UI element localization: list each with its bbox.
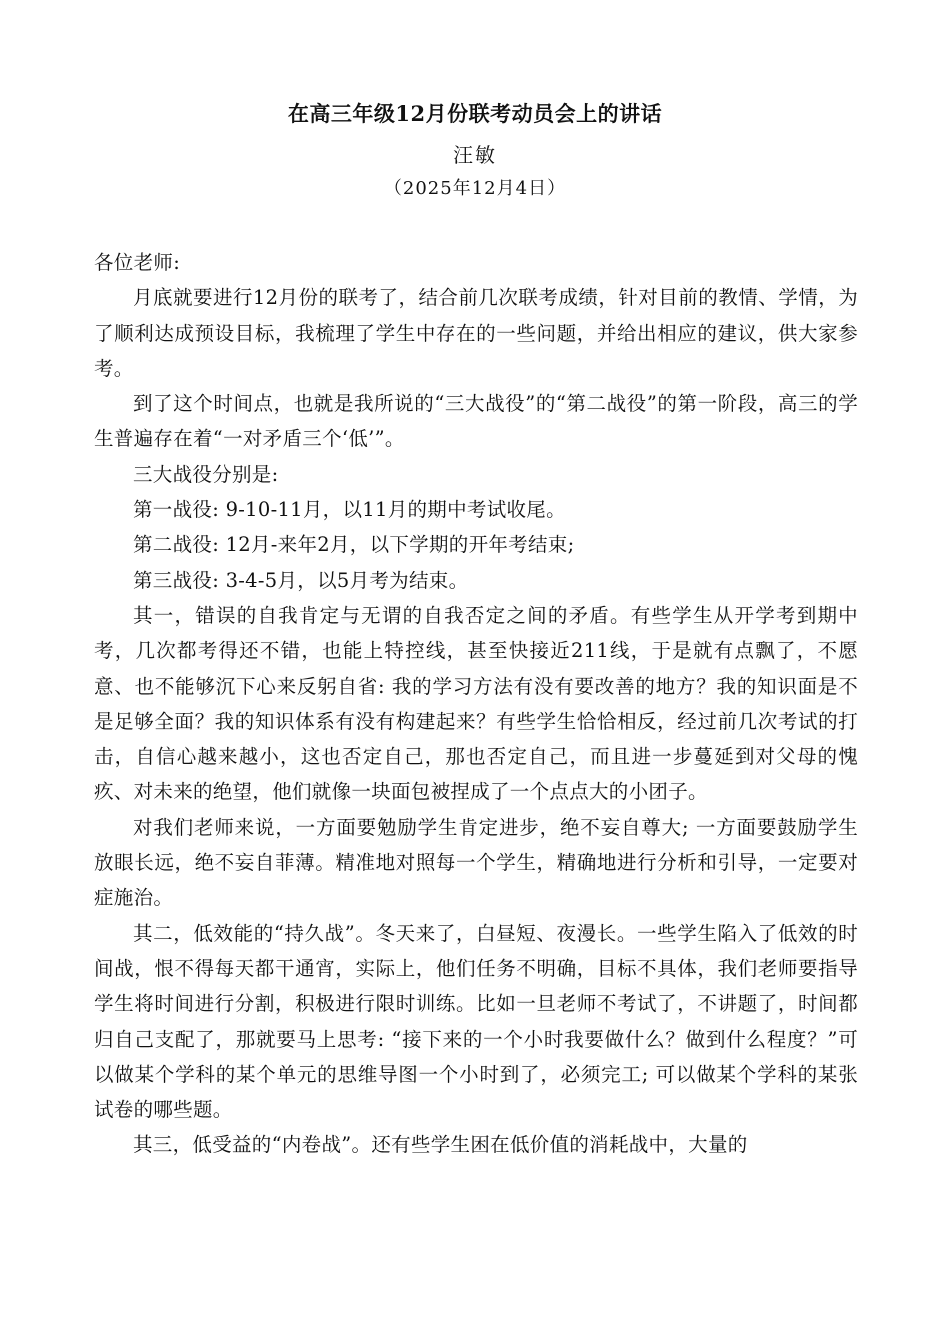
paragraph: 其三，低受益的“内卷战”。还有些学生困在低价值的消耗战中，大量的 <box>133 1133 748 1157</box>
document-body <box>94 245 858 1163</box>
speech-date: （2025年12月4日） <box>383 178 567 199</box>
document-title: 在高三年级12月份联考动员会上的讲话 <box>287 101 663 126</box>
salutation: 各位老师: <box>94 251 181 274</box>
paragraph: 三大战役分别是: <box>133 462 279 486</box>
paragraph: 月底就要进行12月份的联考了，结合前几次联考成绩，针对目前的教情、学情，为了顺利达成预设目标，我梳理了学生中存在的一些问题，并给出相应的建议，供大家参考。 <box>94 286 858 380</box>
author-name: 汪敏 <box>453 143 497 167</box>
paragraph: 第一战役: 9-10-11月，以11月的期中考试收尾。 <box>133 498 566 522</box>
paragraph: 对我们老师来说，一方面要勉励学生肯定进步，绝不妄自尊大; 一方面要鼓励学生放眼长远，绝不妄自菲薄。精准地对照每一个学生，精确地进行分析和引导，一定要对症施治。 <box>94 815 858 910</box>
paragraph: 第二战役: 12月-来年2月，以下学期的开年考结束; <box>133 533 575 557</box>
paragraph: 第三战役: 3-4-5月，以5月考为结束。 <box>133 568 469 592</box>
paragraph: 其二，低效能的“持久战”。冬天来了，白昼短、夜漫长。一些学生陷入了低效的时间战，恨不得每天都干通宵，实际上，他们任务不明确，目标不具体，我们老师要指导学生将时间进行分割，积极进行限时训练。比如一旦老师不考试了，不讲题了，时间都归自己支配了，那就要马上思考: “接下来的一个小时我要做什么？做到什么程度？”可以做某个学科的某个单元的思维导图一个小时到了，必须完工; 可以做某个学科的某张试卷的哪些题。 <box>94 921 858 1122</box>
paragraph: 到了这个时间点，也就是我所说的“三大战役”的“第二战役”的第一阶段，高三的学生普遍存在着“一对矛盾三个‘低’”。 <box>94 392 858 451</box>
paragraph: 其一，错误的自我肯定与无谓的自我否定之间的矛盾。有些学生从开学考到期中考，几次都考得还不错，也能上特控线，甚至快接近211线，于是就有点飘了，不愿意、也不能够沉下心来反躬自省: 我的学习方法有没有要改善的地方？我的知识面是不是足够全面？我的知识体系有没有构建起来？有些学生恰恰相反，经过前几次考试的打击，自信心越来越小，这也否定自己，那也否定自己，而且进一步蔓延到对父母的愧疚、对未来的绝望，他们就像一块面包被捏成了一个点点大的小团子。 <box>94 603 858 804</box>
